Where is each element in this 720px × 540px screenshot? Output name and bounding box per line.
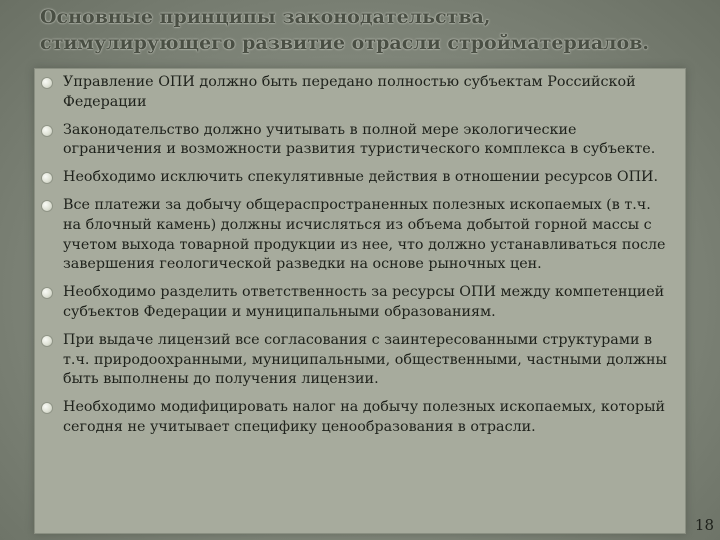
bullet-text: Необходимо модифицировать налог на добычу полезных ископаемых, который сегодня не учитывает специфику ценообразования в отрасли. <box>63 399 666 435</box>
round-bullet-icon <box>42 336 52 346</box>
slide-title <box>40 4 700 56</box>
round-bullet-icon <box>42 78 52 88</box>
bullet-text: Необходимо разделить ответственность за ресурсы ОПИ между компетенцией субъектов Федерации и муниципальными образованиям. <box>63 284 665 320</box>
bullet-list <box>35 69 685 438</box>
list-item <box>35 398 685 438</box>
bullet-text: Все платежи за добычу общераспространенных полезных ископаемых (в т.ч. на блочный камень) должны исчисляться из объема добытой горной массы с учетом выхода товарной продукции из нее, что должно устанавливаться после завершения геологической разведки на основе рыночных цен. <box>63 196 666 273</box>
round-bullet-icon <box>42 173 52 183</box>
content-panel <box>34 68 686 534</box>
list-item <box>35 331 685 390</box>
bullet-text: Необходимо исключить спекулятивные действия в отношении ресурсов ОПИ. <box>63 169 659 186</box>
page-number: 18 <box>694 516 714 534</box>
list-item <box>35 196 685 275</box>
round-bullet-icon <box>42 126 52 136</box>
bullet-text: При выдаче лицензий все согласования с заинтересованными структурами в т.ч. природоохранными, муниципальными, общественными, частными должны быть выполнены до получения лицензии. <box>63 331 667 388</box>
bullet-text: Законодательство должно учитывать в полной мере экологические ограничения и возможности развития туристического комплекса в субъекте. <box>63 121 656 158</box>
list-item <box>35 73 685 113</box>
round-bullet-icon <box>42 403 52 413</box>
slide-title-line: Основные принципы законодательства, <box>40 6 491 28</box>
list-item <box>35 283 685 323</box>
list-item <box>35 168 685 188</box>
slide-title-line: стимулирующего развитие отрасли стройматериалов. <box>40 32 650 54</box>
bullet-text: Управление ОПИ должно быть передано полностью субъектам Российской Федерации <box>63 74 636 110</box>
round-bullet-icon <box>42 288 52 298</box>
round-bullet-icon <box>42 201 52 211</box>
list-item <box>35 121 685 161</box>
